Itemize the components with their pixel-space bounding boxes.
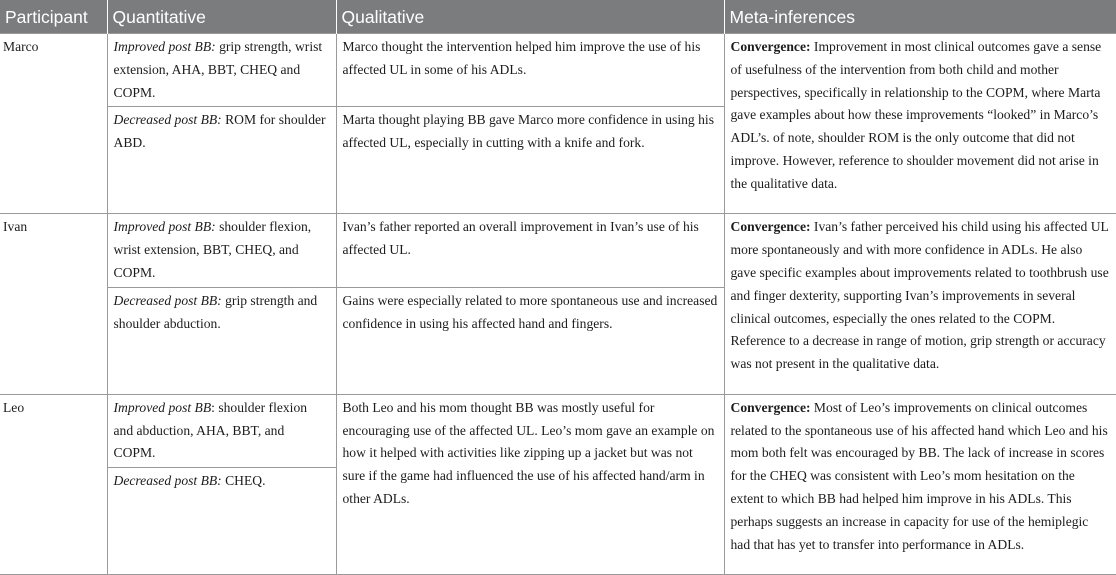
qualitative-cell: Both Leo and his mom thought BB was mostly useful for encouraging use of the affected UL. Leo’s mom gave an example on how it helped with activities like zipping up a jacket but was not sure if the game had influenced the use of his affected hand/arm in other ADLs. (336, 394, 724, 574)
meta-text: Improvement in most clinical outcomes gave a sense of usefulness of the intervention from both child and mother perspectives, specifically in relationship to the COPM, where Marta gave examples about how these improvements “looked” in Marco’s ADL’s. of note, shoulder ROM is the only outcome that did not improve. However, reference to shoulder movement did not arise in the qualitative data. (730, 39, 1102, 191)
meta-text: Most of Leo’s improvements on clinical outcomes related to the spontaneous use of his affected hand which Leo and his mom both felt was encouraged by BB. The lack of increase in scores for the CHEQ was consistent with Leo’s mom hesitation on the extent to which BB had helped him improve in his ADLs. This perhaps suggests an increase in capacity for use of the hemiplegic had that has yet to transfer into performance in ADLs. (730, 399, 1108, 552)
meta-inference-cell (724, 394, 1116, 574)
meta-inference-cell (724, 214, 1116, 394)
participant-cell: Marco (0, 34, 107, 214)
convergence-label: Convergence: (730, 219, 811, 235)
table-row (0, 394, 1116, 467)
improved-label: Improved post BB (113, 399, 212, 415)
convergence-label: Convergence: (730, 39, 811, 54)
header-meta-inferences: Meta-inferences (724, 0, 1116, 34)
meta-text: Ivan’s father perceived his child using his affected UL more spontaneously and with more confidence in ADLs. He also gave specific examples about improvements related to toothbrush use and finger dexterity, supporting Ivan’s improvements in several clinical outcomes, especially the ones related to the COPM. Reference to a decrease in range of motion, grip strength or accuracy was not present in the qualitative data. (730, 219, 1109, 372)
decreased-cell (107, 287, 336, 394)
improved-cell (107, 394, 336, 467)
decreased-text: CHEQ. (221, 473, 266, 489)
decreased-cell (107, 107, 336, 214)
improved-cell (107, 34, 336, 107)
header-qualitative: Qualitative (336, 0, 724, 34)
improved-text: shoulder flexion, wrist extension, BBT, CHEQ, and COPM. (113, 219, 312, 280)
table-row (0, 214, 1116, 287)
improved-cell (107, 214, 336, 287)
decreased-cell (107, 468, 336, 575)
convergence-label: Convergence: (730, 399, 811, 415)
improved-text: grip strength, wrist extension, AHA, BBT, CHEQ and COPM. (113, 39, 323, 100)
improved-label: Improved post BB: (113, 39, 216, 54)
participant-cell: Ivan (0, 214, 107, 394)
decreased-text: grip strength and shoulder abduction. (113, 292, 318, 331)
improved-text: : shoulder flexion and abduction, AHA, BBT, and COPM. (113, 399, 308, 461)
header-participant: Participant (0, 0, 107, 34)
table-row (0, 34, 1116, 107)
header-quantitative: Quantitative (107, 0, 336, 34)
decreased-label: Decreased post BB: (113, 473, 222, 489)
participant-cell: Leo (0, 394, 107, 574)
qualitative-cell: Ivan’s father reported an overall improvement in Ivan’s use of his affected UL. (336, 214, 724, 287)
decreased-text: ROM for shoulder ABD. (113, 112, 326, 151)
meta-inference-cell (724, 34, 1116, 214)
qualitative-cell: Marta thought playing BB gave Marco more confidence in using his affected UL, especially in cutting with a knife and fork. (336, 107, 724, 214)
improved-label: Improved post BB: (113, 219, 216, 235)
decreased-label: Decreased post BB: (113, 112, 222, 128)
qualitative-cell: Gains were especially related to more spontaneous use and increased confidence in using his affected hand and fingers. (336, 287, 724, 394)
header-row (0, 0, 1116, 34)
qualitative-cell: Marco thought the intervention helped him improve the use of his affected UL in some of his ADLs. (336, 34, 724, 107)
decreased-label: Decreased post BB: (113, 292, 222, 308)
